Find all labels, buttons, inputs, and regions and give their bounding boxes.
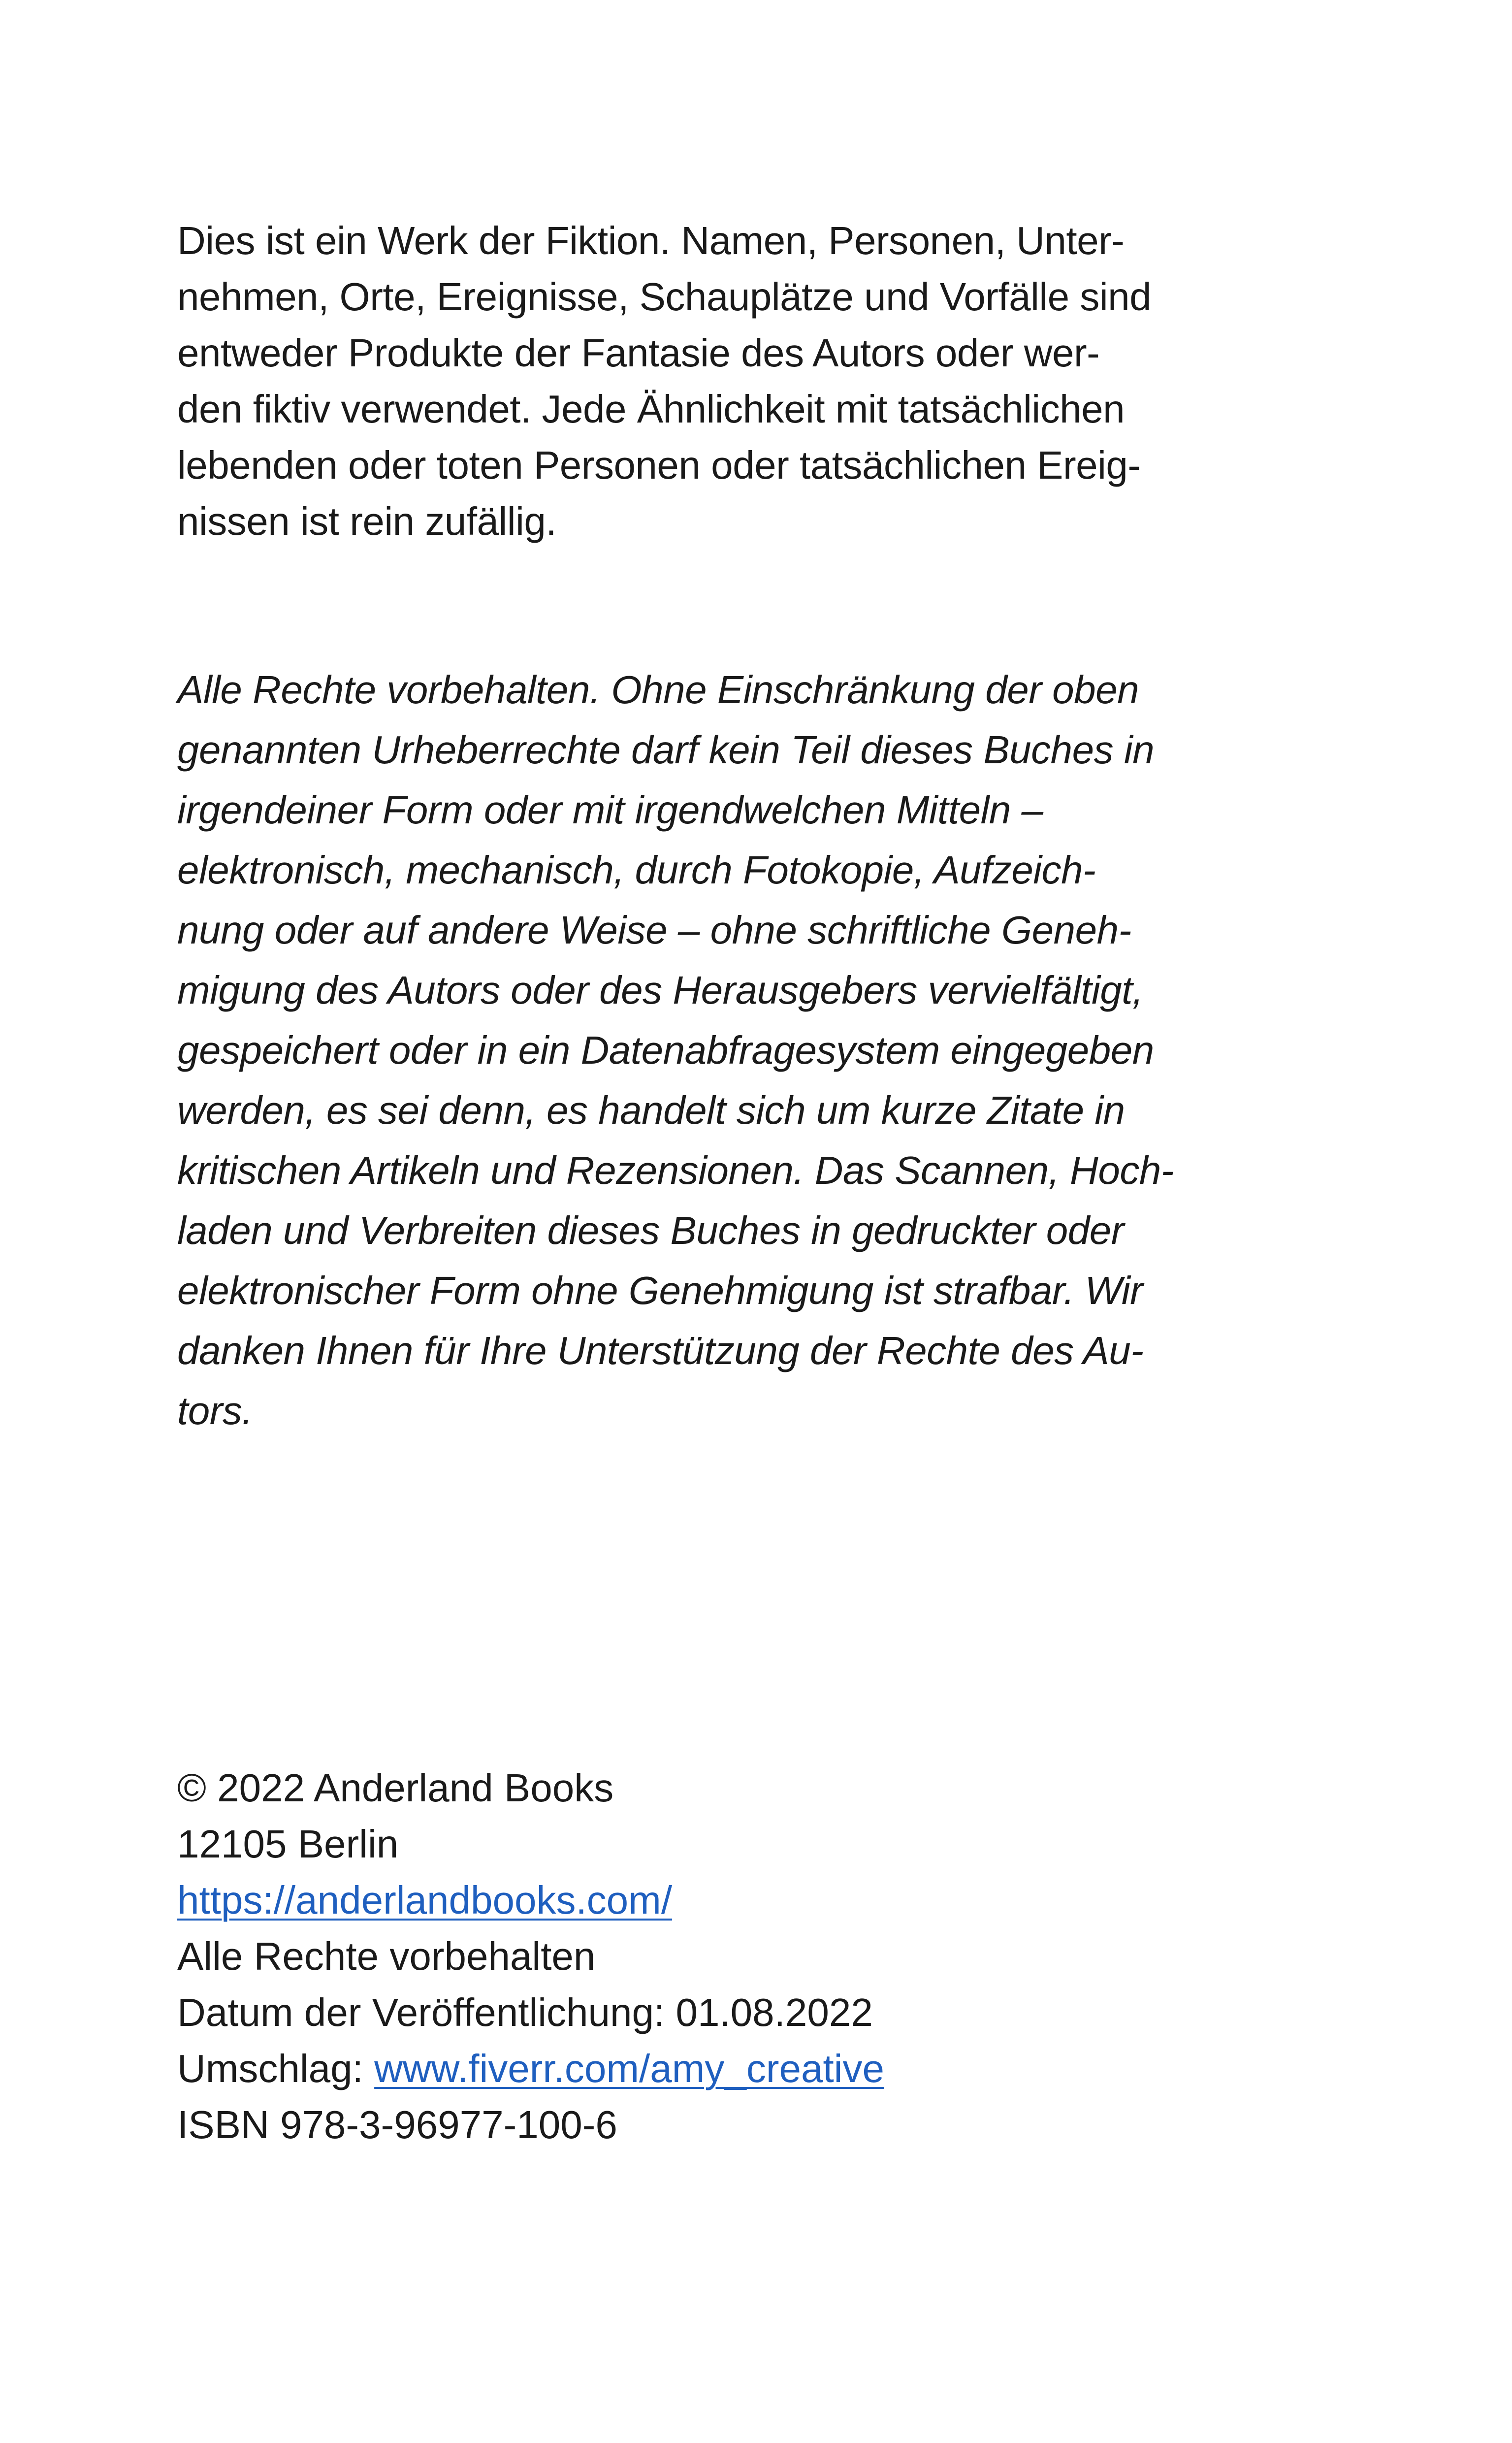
cover-credit bbox=[177, 2041, 1241, 2097]
rights-line: tors. bbox=[177, 1389, 253, 1433]
publisher-website bbox=[177, 1872, 1241, 1928]
fiction-line: nissen ist rein zufällig. bbox=[177, 499, 557, 543]
fiction-line: nehmen, Orte, Ereignisse, Schauplätze und Vorfälle sind bbox=[177, 275, 1152, 319]
copyright-notice: © 2022 Anderland Books bbox=[177, 1766, 614, 1810]
rights-line: elektronisch, mechanisch, durch Fotokopie, Aufzeich- bbox=[177, 848, 1096, 892]
imprint bbox=[177, 1760, 1241, 2153]
rights-line: danken Ihnen für Ihre Unterstützung der Rechte des Au- bbox=[177, 1329, 1144, 1372]
publication-date: Datum der Veröffentlichung: 01.08.2022 bbox=[177, 1990, 873, 2034]
fiction-line: entweder Produkte der Fantasie des Autors oder wer- bbox=[177, 331, 1100, 375]
rights-line: kritischen Artikeln und Rezensionen. Das Scannen, Hoch- bbox=[177, 1148, 1174, 1192]
rights-line: Alle Rechte vorbehalten. Ohne Einschränkung der oben bbox=[177, 668, 1139, 712]
rights-line: migung des Autors oder des Herausgebers vervielfältigt, bbox=[177, 968, 1143, 1012]
rights-line: irgendeiner Form oder mit irgendwelchen Mitteln – bbox=[177, 788, 1043, 832]
fiction-disclaimer bbox=[177, 213, 1241, 550]
publisher-address: 12105 Berlin bbox=[177, 1822, 399, 1866]
fiction-line: lebenden oder toten Personen oder tatsächlichen Ereig- bbox=[177, 443, 1141, 487]
rights-line: werden, es sei denn, es handelt sich um kurze Zitate in bbox=[177, 1088, 1125, 1132]
rights-line: genannten Urheberrechte darf kein Teil dieses Buches in bbox=[177, 728, 1155, 772]
website-link[interactable]: https://anderlandbooks.com/ bbox=[177, 1878, 673, 1922]
rights-line: elektronischer Form ohne Genehmigung ist strafbar. Wir bbox=[177, 1269, 1143, 1312]
rights-line: gespeichert oder in ein Datenabfragesystem eingegeben bbox=[177, 1028, 1154, 1072]
fiction-line: den fiktiv verwendet. Jede Ähnlichkeit mit tatsächlichen bbox=[177, 387, 1125, 431]
rights-notice bbox=[177, 660, 1241, 1441]
isbn: ISBN 978-3-96977-100-6 bbox=[177, 2103, 617, 2147]
fiction-line: Dies ist ein Werk der Fiktion. Namen, Personen, Unter- bbox=[177, 219, 1125, 262]
cover-label: Umschlag: bbox=[177, 2047, 375, 2090]
rights-statement: Alle Rechte vorbehalten bbox=[177, 1934, 596, 1978]
rights-line: nung oder auf andere Weise – ohne schriftliche Geneh- bbox=[177, 908, 1131, 952]
rights-line: laden und Verbreiten dieses Buches in gedruckter oder bbox=[177, 1208, 1124, 1252]
cover-designer-link[interactable]: www.fiverr.com/amy_creative bbox=[374, 2047, 884, 2090]
